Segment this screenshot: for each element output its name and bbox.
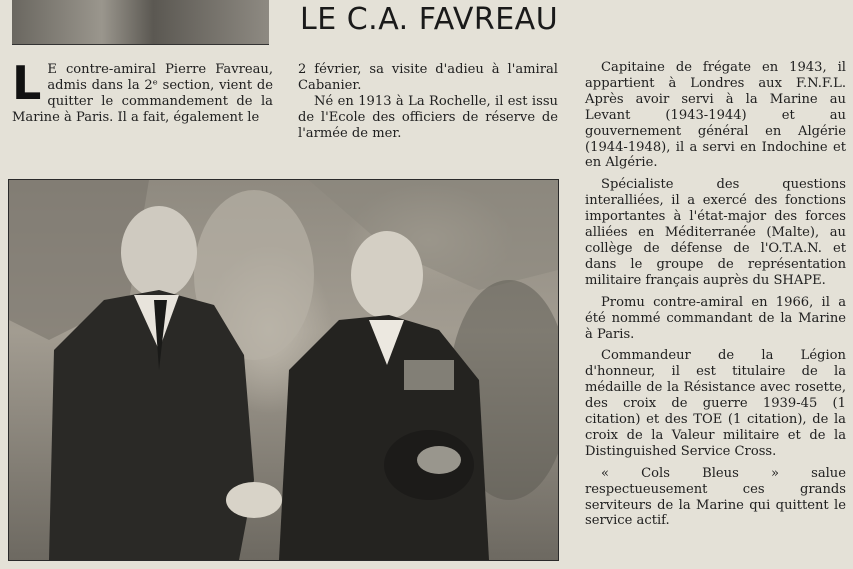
headline: LE C.A. FAVREAU (300, 2, 559, 37)
column-1 (12, 56, 273, 126)
column-3-paragraph-4: Commandeur de la Légion d'honneur, il est titulaire de la médaille de la Résistance avec rosette, des croix de guerre 1939-45 (1 citation) et des TOE (1 citation), de la croix de la Valeur militaire et de la Distinguished Service Cross. (585, 348, 846, 459)
drop-cap: L (12, 56, 42, 110)
column-3-paragraph-1: Capitaine de frégate en 1943, il appartient à Londres aux F.N.F.L. Après avoir servi à la Marine au Levant (1943-1944) et au gouvernement général en Algérie (1944-1948), il a servi en Indochine et en Algérie. (585, 60, 846, 171)
right-officer-head (351, 231, 423, 319)
column-2-paragraph-2: Né en 1913 à La Rochelle, il est issu de l'Ecole des officiers de réserve de l'armée de mer. (298, 93, 558, 141)
column-3-paragraph-3: Promu contre-amiral en 1966, il a été nommé commandant de la Marine à Paris. (585, 294, 846, 342)
top-photo-fragment (12, 0, 269, 45)
photo-illustration (9, 180, 558, 560)
left-officer-head (121, 206, 197, 298)
column-2-paragraph-1: 2 février, sa visite d'adieu à l'amiral Cabanier. (298, 62, 558, 93)
column-1-text: E contre-amiral Pierre Favreau, admis dans la 2ᵉ section, vient de quitter le commandement de la Marine à Paris. Il a fait, également le (12, 62, 273, 125)
column-3 (585, 60, 846, 529)
photograph-handshake (8, 179, 559, 561)
column-3-paragraph-2: Spécialiste des questions interalliées, il a exercé des fonctions importantes à l'état-major des forces alliées en Méditerranée (Malte), au collège de défense de l'O.T.A.N. et dans le groupe de représentation militaire français auprès du SHAPE. (585, 177, 846, 288)
column-2 (298, 62, 558, 142)
handshake (226, 482, 282, 518)
column-3-paragraph-5: « Cols Bleus » salue respectueusement ces grands serviteurs de la Marine qui quittent le service actif. (585, 465, 846, 529)
